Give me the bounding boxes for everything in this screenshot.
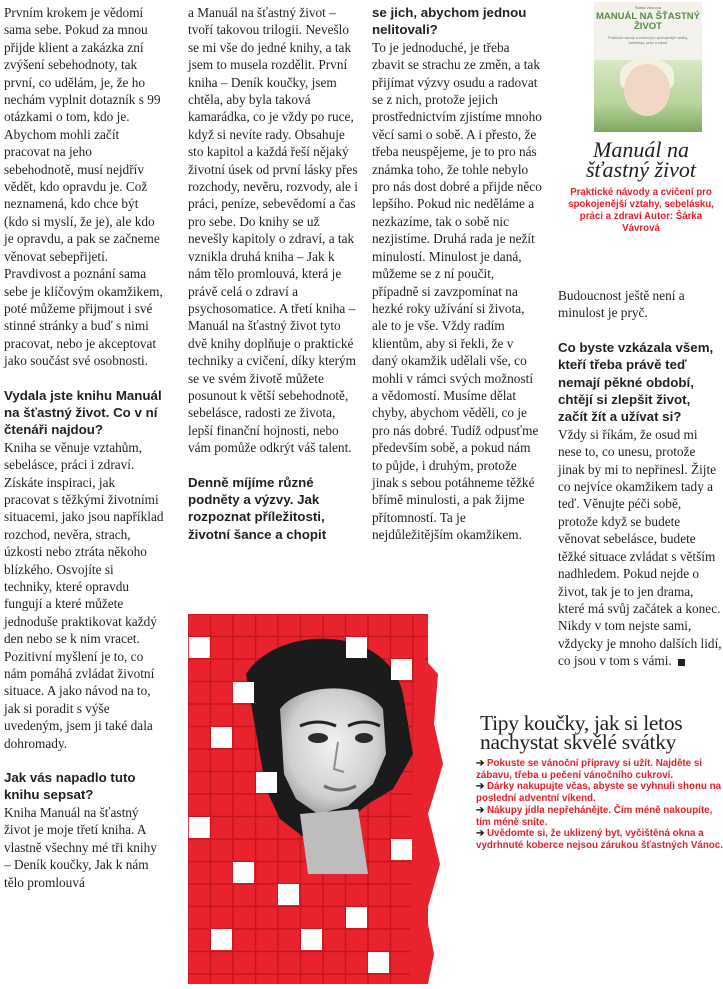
intro-paragraph: Prvním krokem je vědomí sama sebe. Pokud za mnou přijde klient a zakázka zní zvýšení sebehodnoty, tak první, co udělám, je, že ho nechám vyplnit dotazník s 99 otázkami o tom, kdo je. Abychom mohli začít pracovat na jeho sebehodnotě, musí nejdřív vědět, kdo opravdu je. Což neznamená, kdo chce být (kdo si myslí, že je), ale kdo je opravdu, a pak se začneme věnovat sebepřijetí. Pravdivost a poznání sama sebe je klíčovým okamžikem, poté můžeme přijmout i své stinné stránky a buď s nimi pracovat, nebo je akceptovat jako součást své osobnosti. (4, 5, 163, 369)
book-cover-face (624, 64, 670, 116)
puzzle-face-illustration (188, 614, 454, 984)
answer-book: Kniha se věnuje vztahům, sebelásce, práci i zdraví. Získáte inspiraci, jak pracovat s těžkými životními situacemi, jako jsou například rozchod, nevěra, strach, úzkosti nebo ztráta někoho blízkého. Osvojíte si techniky, které opravdu fungují a které můžete jednoduše praktikovat každý den nebo se k nim vracet. Pozitivní myšlení je to, co nám pomáhá zvládat životní situace. A jako návod na to, jak si poradit s výše uvedeným, jsem ji také dala dohromady. (4, 439, 164, 751)
end-mark-icon (678, 659, 685, 666)
tip-item: ➔ Nákupy jídla nepřehánějte. Čím méně nakoupíte, tím méně sníte. (476, 804, 713, 828)
article-column-3 (372, 4, 542, 544)
arrow-icon: ➔ (476, 828, 485, 840)
tip-item: ➔ Dárky nakupujte včas, abyste se vyhnuli shonu na poslední adventní víkend. (476, 781, 722, 805)
question-challenges: Denně míjíme různé podněty a výzvy. Jak rozpoznat příležitosti, životní šance a chopit (188, 474, 327, 542)
book-cover-image (594, 2, 702, 132)
tip-item: ➔ Uvědomte si, že uklizený byt, vyčištěná okna a vydrhnuté koberce nejsou zárukou šťastných Vánoc. (476, 828, 723, 851)
question-challenges-cont: se jich, abychom jednou nelitovali? (372, 5, 527, 38)
answer-idea: Kniha Manuál na šťastný život je moje třetí kniha. A vlastně všechny mé tři knihy – Deník koučky, Jak k nám tělo promlouvá (4, 804, 157, 890)
book-cover-title: MANUÁL NA ŠŤASTNÝ ŽIVOT (596, 11, 700, 32)
book-cover-subtitle: Praktické návody a cvičení pro spokojenější vztahy, sebelásku, práci a zdraví (608, 36, 688, 45)
question-message: Co byste vzkázala všem, kteří třeba právě teď nemají pěkné období, chtějí si zlepšit život, začít žít a užívat si? (558, 339, 714, 425)
arrow-icon: ➔ (476, 804, 485, 816)
book-caption (566, 137, 716, 235)
answer-message-text: Vždy si říkám, že osud mi nese to, co unesu, protože jinak by mi to nepřinesl. Žijte co nejvíce okamžikem tady a teď. Věnujte péči sobě, protože když se budete věnovat sebelásce, budete těžké situace zvládat s větším nadhledem. Pokud nejde o život, tak je to jen drama, které má svůj začátek a konec. Nikdy v tom nejste sami, vždycky je mnoho dalších lidí, co jsou v tom s vámi. (558, 426, 722, 669)
tips-box (476, 711, 723, 852)
arrow-icon: ➔ (476, 758, 485, 769)
article-column-2 (188, 4, 360, 543)
article-column-1 (4, 4, 164, 891)
question-book: Vydala jste knihu Manuál na šťastný život. Co v ní čtenáři najdou? (4, 387, 162, 438)
answer-challenges-cont: Budoucnost ještě není a minulost je pryč. (558, 288, 685, 321)
answer-challenges: To je jednoduché, je třeba zbavit se strachu ze změn, a tak přijímat výzvy osudu a radovat se z nich, protože jejich prostřednictvím zjistíme mnoho věcí sami o sobě. A i přesto, že třeba neuspějeme, je to pro nás známka toho, že tohle nebylo pro nás dost dobré a přijde něco lepšího. Pokud nic neděláme a nezkazíme, tak o sobě nic nezjistíme. Druhá rada je nežít minulostí. Minulost je daná, můžeme se z ní poučit, případně si zavzpomínat na hezké roky užívání si života, ale to je vše. Vždy radím klientům, aby si řekli, že v daný okamžik udělali vše, co mohli v rámci svých možností a vědomostí. Musíme dělat chyby, abychom věděli, co je pro nás dobré. Tudíž odpusťme především sobě, a pokud nám to půjde, i druhým, protože jinak s sebou potáhneme těžké břímě minulosti, a pak žijme přítomností. Ta je nejdůležitějším okamžikem. (372, 39, 542, 543)
book-cover-author: Šárka Vávrová (634, 5, 662, 10)
tip-item: ➔ Pokuste se vánoční přípravy si užít. Najděte si zábavu, třeba u pečení vánočního cukroví. (476, 758, 703, 781)
tips-heading: Tipy koučky, jak si letos nachystat skvělé svátky (480, 711, 683, 754)
question-idea: Jak vás napadlo tuto knihu sepsat? (4, 770, 136, 803)
book-caption-title: Manuál na šťastný život (585, 137, 697, 182)
book-caption-description: Praktické návody a cvičení pro spokojenější vztahy, sebelásku, práci a zdraví Autor: Šárka Vávrová (568, 187, 714, 234)
answer-idea-cont: a Manuál na šťastný život – tvoří takovou trilogii. Nevešlo se mi vše do jedné knihy, a tak jsem to musela rozdělit. První kniha – Deník koučky, jsem chtěla, aby byla taková kamarádka, co je vždy po ruce, když si nevíte rady. Obsahuje sto kapitol a každá řeší nějaký životní úsek od první lásky přes rozchody, nevěru, rozvody, ale i práci, peníze, sebevědomí a čas pro sebe. Do knihy se už nevešly kapitoly o zdraví, a tak vznikla druhá kniha – Jak k nám tělo promlouvá, která je právě celá o zdraví a psychosomatice. A třetí kniha – Manuál na šťastný život tyto dvě knihy doplňuje o praktické techniky a cvičení, díky kterým se ve svém životě můžete posunout k větší sebehodnotě, sebelásce, radosti ze života, lepší finanční hojnosti, nebo vám pomůže odkrýt váš talent. (188, 5, 358, 456)
arrow-icon: ➔ (476, 781, 485, 793)
article-column-4 (558, 287, 723, 670)
tips-list (476, 758, 723, 852)
illustration-woman-puzzle (188, 614, 454, 984)
answer-message (558, 426, 723, 670)
